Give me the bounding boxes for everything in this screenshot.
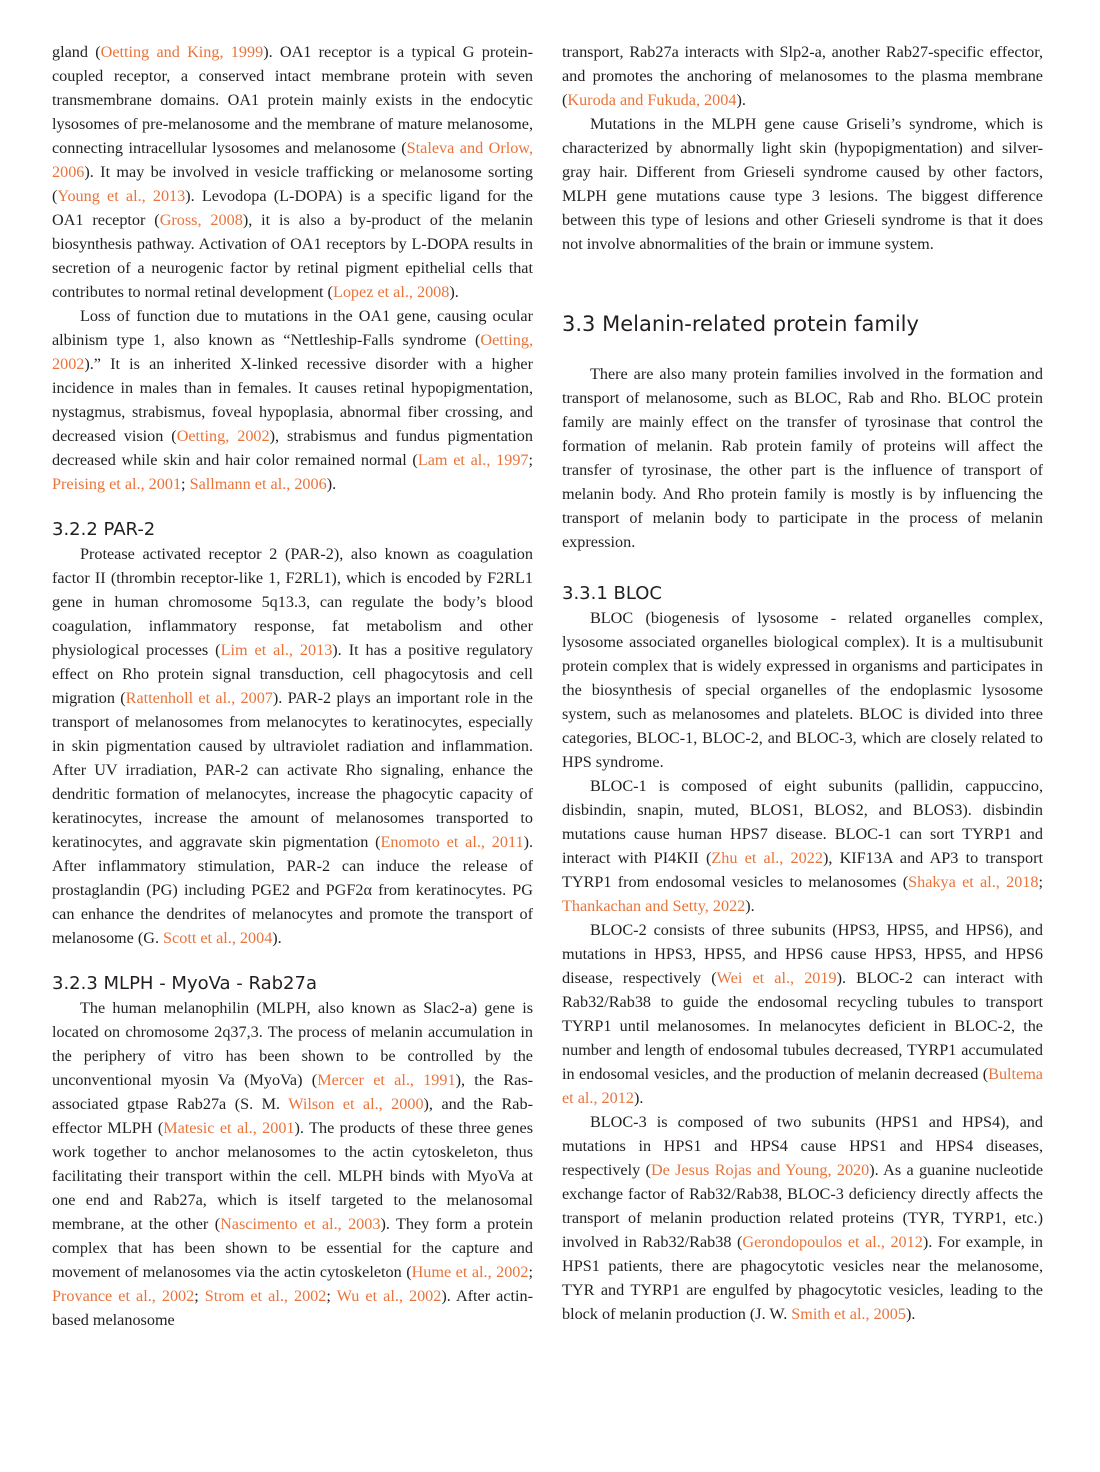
body-paragraph — [52, 996, 533, 1332]
body-text: BLOC-1 is composed of eight subunits (pallidin, cappuccino, disbindin, snapin, muted, BLOS1, BLOS2, and BLOS3). disbindin mutations cause human HPS7 disease. BLOC-1 can sort TYRP1 and interact with PI4KII ( — [562, 777, 1043, 867]
citation-link[interactable]: Bultema et al., 2012 — [562, 1065, 1043, 1107]
citation-link[interactable]: Oetting and King, 1999 — [100, 43, 264, 61]
citation-link[interactable]: Scott et al., 2004 — [163, 929, 273, 947]
body-text: ). Levodopa (L-DOPA) is a specific ligand for the OA1 receptor ( — [52, 187, 533, 229]
body-text: BLOC-3 is composed of two subunits (HPS1 and HPS4), and mutations in HPS1 and HPS4 cause HPS1 and HPS4 diseases, respectively ( — [562, 1113, 1043, 1179]
citation-link[interactable]: Strom et al., 2002 — [204, 1287, 327, 1305]
body-text: ). — [905, 1305, 916, 1323]
body-text: ). After actin-based melanosome — [52, 1287, 534, 1329]
body-text: ). For example, in HPS1 patients, there are phagocytotic vesicles near the melanosome, TYR and TYRP1 are engulfed by phagocytotic vesicles, leading to the block of melanin production (J. W. — [562, 1233, 1043, 1323]
body-text: BLOC-2 consists of three subunits (HPS3, HPS5, and HPS6), and mutations in HPS3, HPS5, and HPS6 cause HPS3, HPS5, and HPS6 disease, respectively ( — [562, 921, 1043, 987]
body-text: ). — [745, 897, 755, 915]
body-paragraph — [52, 542, 533, 950]
body-text: ). — [633, 1089, 644, 1107]
body-text: ), and the Rab-effector MLPH ( — [52, 1095, 533, 1137]
citation-link[interactable]: Enomoto et al., 2011 — [380, 833, 524, 851]
citation-link[interactable]: De Jesus Rojas and Young, 2020 — [650, 1161, 870, 1179]
body-text: ). It may be involved in vesicle trafficking or melanosome sorting ( — [52, 163, 533, 205]
section-heading-3-3-melanin-related-protein-family: 3.3 Melanin-related protein family — [562, 312, 919, 336]
body-paragraph — [562, 362, 1043, 554]
citation-link[interactable]: Nascimento et al., 2003 — [220, 1215, 381, 1233]
citation-link[interactable]: Preising et al., 2001 — [52, 475, 182, 493]
citation-link[interactable]: Oetting, 2002 — [176, 427, 270, 445]
citation-link[interactable]: Staleva and Orlow, 2006 — [52, 139, 533, 181]
body-text: ). PAR-2 plays an important role in the transport of melanosomes from melanocytes to keratinocytes, especially in skin pigmentation caused by ultraviolet radiation and inflammation. After UV irradiation, PAR-2 can activate Rho signaling, enhance the dendritic formation of melanocytes, increase the phagocytic capacity of keratinocytes, increase the amount of melanosomes transported to keratinocytes, and aggravate skin pigmentation ( — [52, 689, 533, 851]
body-text: ). — [326, 475, 337, 493]
body-text: ; — [528, 451, 534, 469]
body-paragraph — [52, 304, 533, 496]
body-text: Loss of function due to mutations in the OA1 gene, causing ocular albinism type 1, also known as “Nettleship-Falls syndrome ( — [52, 307, 533, 349]
body-paragraph — [562, 774, 1043, 918]
body-text: transport, Rab27a interacts with Slp2-a, another Rab27-specific effector, and promotes the anchoring of melanosomes to the plasma membrane ( — [562, 43, 1043, 109]
body-text: ). The products of these three genes work together to anchor melanosomes to the actin cytoskeleton, thus facilitating their transport within the cell. MLPH binds with MyoVa at one end and Rab27a, which is itself targeted to the melanosomal membrane, at the other ( — [52, 1119, 534, 1233]
citation-link[interactable]: Rattenholl et al., 2007 — [125, 689, 273, 707]
citation-link[interactable]: Thankachan and Setty, 2022 — [562, 897, 746, 915]
citation-link[interactable]: Gross, 2008 — [159, 211, 243, 229]
citation-link[interactable]: Sallmann et al., 2006 — [189, 475, 327, 493]
citation-link[interactable]: Zhu et al., 2022 — [711, 849, 823, 867]
body-text: Protease activated receptor 2 (PAR-2), also known as coagulation factor II (thrombin receptor-like 1, F2RL1), which is encoded by F2RL1 gene in human chromosome 5q13.3, can regulate the body’s blood coagulation, inflammatory response, fat metabolism and other physiological processes ( — [52, 545, 533, 659]
body-text: The human melanophilin (MLPH, also known as Slac2-a) gene is located on chromosome 2q37,3. The process of melanin accumulation in the periphery of vitro has been shown to be controlled by the unconventional myosin Va (MyoVa) ( — [52, 999, 533, 1089]
body-paragraph — [562, 112, 1043, 256]
citation-link[interactable]: Matesic et al., 2001 — [163, 1119, 295, 1137]
body-text: ; — [194, 1287, 205, 1305]
citation-link[interactable]: Wei et al., 2019 — [716, 969, 837, 987]
body-text: There are also many protein families involved in the formation and transport of melanosome, such as BLOC, Rab and Rho. BLOC protein family are mainly effect on the transfer of tyrosinase that control the formation of melanin. Rab protein family of proteins will affect the transfer of tyrosinase, the other part is the influence of transport of melanin body. And Rho protein family is mostly is by influencing the transport of melanin body to participate in the process of melanin expression. — [562, 365, 1043, 551]
citation-link[interactable]: Wu et al., 2002 — [336, 1287, 442, 1305]
citation-link[interactable]: Young et al., 2013 — [57, 187, 186, 205]
body-text: ). — [449, 283, 459, 301]
body-paragraph — [562, 918, 1043, 1110]
citation-link[interactable]: Wilson et al., 2000 — [288, 1095, 424, 1113]
body-paragraph — [562, 606, 1043, 774]
citation-link[interactable]: Lopez et al., 2008 — [332, 283, 450, 301]
citation-link[interactable]: Kuroda and Fukuda, 2004 — [567, 91, 737, 109]
body-text: BLOC (biogenesis of lysosome - related organelles complex, lysosome associated organelles biological complex). It is a multisubunit protein complex that is widely expressed in organisms and participates in the biosynthesis of special organelles of the endoplasmic lysosome system, such as melanosomes and platelets. BLOC is divided into three categories, BLOC-1, BLOC-2, and BLOC-3, which are closely related to HPS syndrome. — [562, 609, 1043, 771]
body-paragraph — [562, 40, 1043, 112]
section-heading-3-3-1-bloc: 3.3.1 BLOC — [562, 583, 662, 604]
body-text: Mutations in the MLPH gene cause Griseli’s syndrome, which is characterized by abnormally light skin (hypopigmentation) and silver-gray hair. Different from Grieseli syndrome caused by other factors, MLPH gene mutations cause type 3 lesions. The biggest difference between this type of lesions and other Grieseli syndrome is that it does not involve abnormalities of the brain or immune system. — [562, 115, 1043, 253]
section-heading-3-2-2-par-2: 3.2.2 PAR-2 — [52, 519, 156, 540]
left-column — [52, 40, 533, 1332]
body-text: ; — [181, 475, 190, 493]
section-heading-3-2-3-mlph-myova-rab27a: 3.2.3 MLPH - MyoVa - Rab27a — [52, 973, 317, 994]
body-text: ). OA1 receptor is a typical G protein-coupled receptor, a conserved intact membrane protein with seven transmembrane domains. OA1 protein mainly exists in the endocytic lysosomes of pre-melanosome and the membrane of mature melanosome, connecting intracellular lysosomes and melanosome ( — [52, 43, 533, 157]
body-text: ), it is also a by-product of the melanin biosynthesis pathway. Activation of OA1 receptors by L-DOPA results in secretion of a neurogenic factor by retinal pigment epithelial cells that contributes to normal retinal development ( — [52, 211, 533, 301]
citation-link[interactable]: Provance et al., 2002 — [52, 1287, 195, 1305]
citation-link[interactable]: Lam et al., 1997 — [417, 451, 529, 469]
body-paragraph — [52, 40, 533, 304]
body-text: gland ( — [52, 43, 101, 61]
body-text: ), strabismus and fundus pigmentation decreased while skin and hair color remained normal ( — [52, 427, 533, 469]
citation-link[interactable]: Shakya et al., 2018 — [908, 873, 1039, 891]
body-paragraph — [562, 1110, 1043, 1326]
body-text: ). — [272, 929, 282, 947]
body-text: ). — [736, 91, 746, 109]
body-text: ). They form a protein complex that has been shown to be essential for the capture and movement of melanosomes via the actin cytoskeleton ( — [52, 1215, 533, 1281]
body-text: ).” It is an inherited X-linked recessive disorder with a higher incidence in males than in females. It causes retinal hypopigmentation, nystagmus, strabismus, foveal hypoplasia, abnormal fiber crossing, and decreased vision ( — [52, 355, 533, 445]
body-text: ). It has a positive regulatory effect on Rho protein signal transduction, cell phagocytosis and cell migration ( — [52, 641, 533, 707]
citation-link[interactable]: Mercer et al., 1991 — [317, 1071, 456, 1089]
citation-link[interactable]: Gerondopoulos et al., 2012 — [742, 1233, 923, 1251]
citation-link[interactable]: Oetting, 2002 — [52, 331, 533, 373]
right-column — [562, 40, 1043, 1326]
body-text: ; — [528, 1263, 533, 1281]
body-text: ), KIF13A and AP3 to transport TYRP1 from endosomal vesicles to melanosomes ( — [562, 849, 1043, 891]
body-text: ; — [1038, 873, 1043, 891]
body-text: ). After inflammatory stimulation, PAR-2 can induce the release of prostaglandin (PG) including PGE2 and PGF2α from keratinocytes. PG can enhance the dendrites of melanocytes and promote the transport of melanosome (G. — [52, 833, 533, 947]
citation-link[interactable]: Hume et al., 2002 — [411, 1263, 529, 1281]
body-text: ), the Ras-associated gtpase Rab27a (S. M. — [52, 1071, 534, 1113]
citation-link[interactable]: Lim et al., 2013 — [220, 641, 333, 659]
body-text: ). As a guanine nucleotide exchange factor of Rab32/Rab38, BLOC-3 deficiency directly affects the transport of melanin production related proteins (TYR, TYRP1, etc.) involved in Rab32/Rab38 ( — [562, 1161, 1044, 1251]
body-text: ). BLOC-2 can interact with Rab32/Rab38 to guide the endosomal recycling tubules to transport TYRP1 until melanosomes. In melanocytes deficient in BLOC-2, the number and length of endosomal tubules decreased, TYRP1 accumulated in endosomal vesicles, and the production of melanin decreased ( — [562, 969, 1044, 1083]
body-text: ; — [326, 1287, 337, 1305]
citation-link[interactable]: Smith et al., 2005 — [791, 1305, 906, 1323]
